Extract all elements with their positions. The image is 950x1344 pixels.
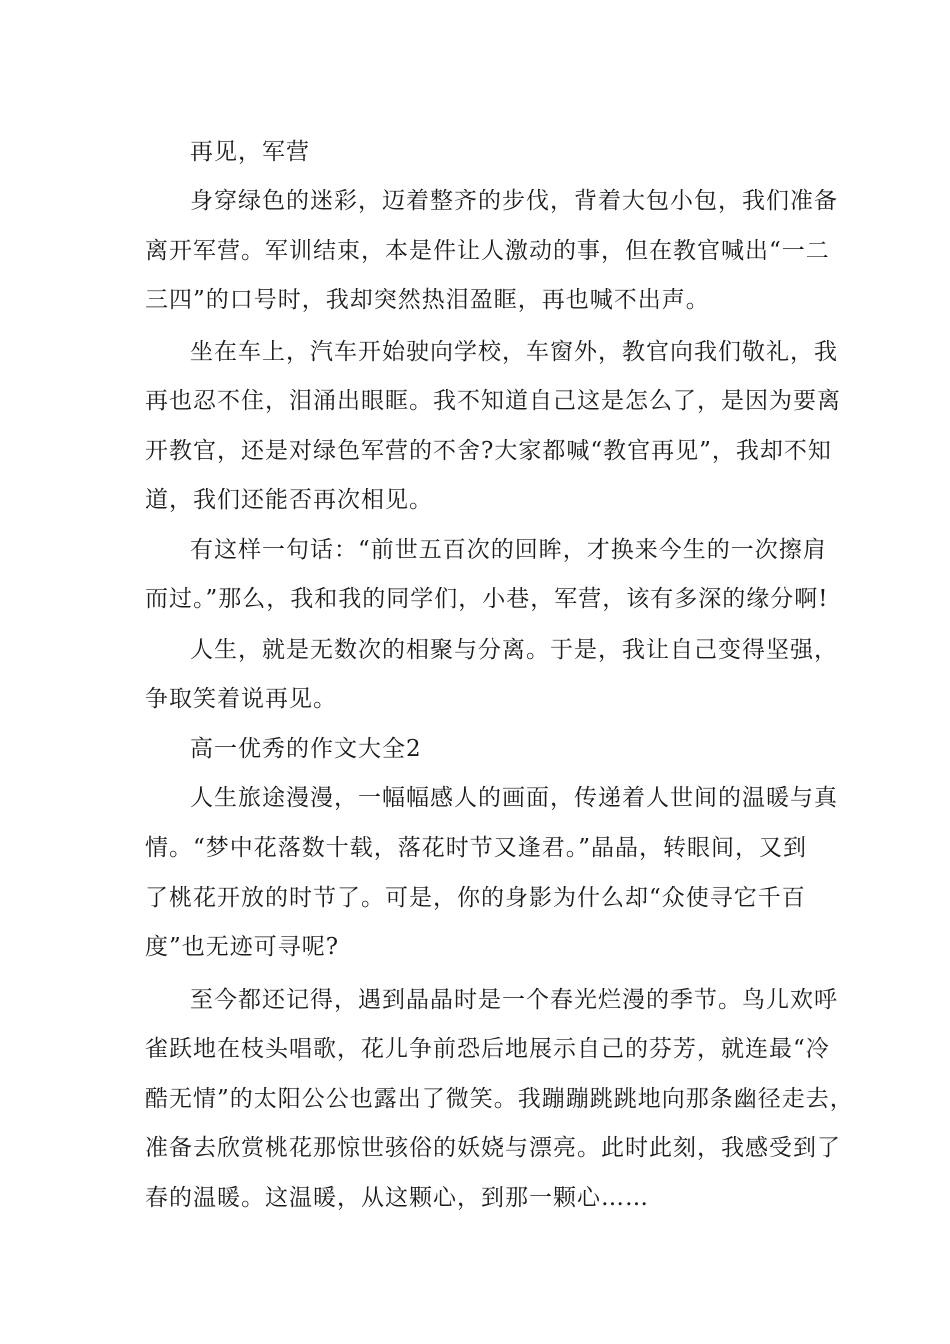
section-title: 再见，军营 [190,139,310,165]
paragraph-line: 度”也无迹可寻呢? [145,934,340,960]
section-title: 高一优秀的作文大全2 [190,736,422,762]
paragraph-line: 准备去欣赏桃花那惊世骇俗的妖娆与漂亮。此时此刻，我感受到了 [145,1135,841,1161]
paragraph-line: 争取笑着说再见。 [145,686,337,712]
paragraph-line: 三四”的口号时，我却突然热泪盈眶，再也喊不出声。 [145,287,710,313]
paragraph-line: 至今都还记得，遇到晶晶时是一个春光烂漫的季节。鸟儿欢呼 [190,987,838,1013]
paragraph-line: 了桃花开放的时节了。可是，你的身影为什么却“众使寻它千百 [145,885,806,911]
paragraph-line: 雀跃地在枝头唱歌，花儿争前恐后地展示自己的芬芳，就连最“冷 [145,1036,830,1062]
paragraph-line: 再也忍不住，泪涌出眼眶。我不知道自己这是怎么了，是因为要离 [145,388,841,414]
paragraph-line: 有这样一句话：“前世五百次的回眸，才换来今生的一次擦肩 [190,537,827,563]
paragraph-line: 身穿绿色的迷彩，迈着整齐的步伐，背着大包小包，我们准备 [190,188,838,214]
paragraph-line: 春的温暖。这温暖，从这颗心，到那一颗心…… [145,1185,649,1211]
paragraph-line: 酷无情”的太阳公公也露出了微笑。我蹦蹦跳跳地向那条幽径走去， [145,1086,854,1112]
paragraph-line: 而过。”那么，我和我的同学们，小巷，军营，该有多深的缘分啊! [145,586,829,612]
paragraph-line: 坐在车上，汽车开始驶向学校，车窗外，教官向我们敬礼，我 [190,339,838,365]
paragraph-line: 开教官，还是对绿色军营的不舍?大家都喊“教官再见”，我却不知 [145,438,832,464]
paragraph-line: 离开军营。军训结束，本是件让人激动的事，但在教官喊出“一二 [145,238,830,264]
paragraph-line: 道，我们还能否再次相见。 [145,487,433,513]
paragraph-line: 人生旅途漫漫，一幅幅感人的画面，传递着人世间的温暖与真 [190,785,838,811]
paragraph-line: 人生，就是无数次的相聚与分离。于是，我让自己变得坚强， [190,637,838,663]
paragraph-line: 情。“梦中花落数十载，落花时节又逢君。”晶晶，转眼间，又到 [145,835,808,861]
